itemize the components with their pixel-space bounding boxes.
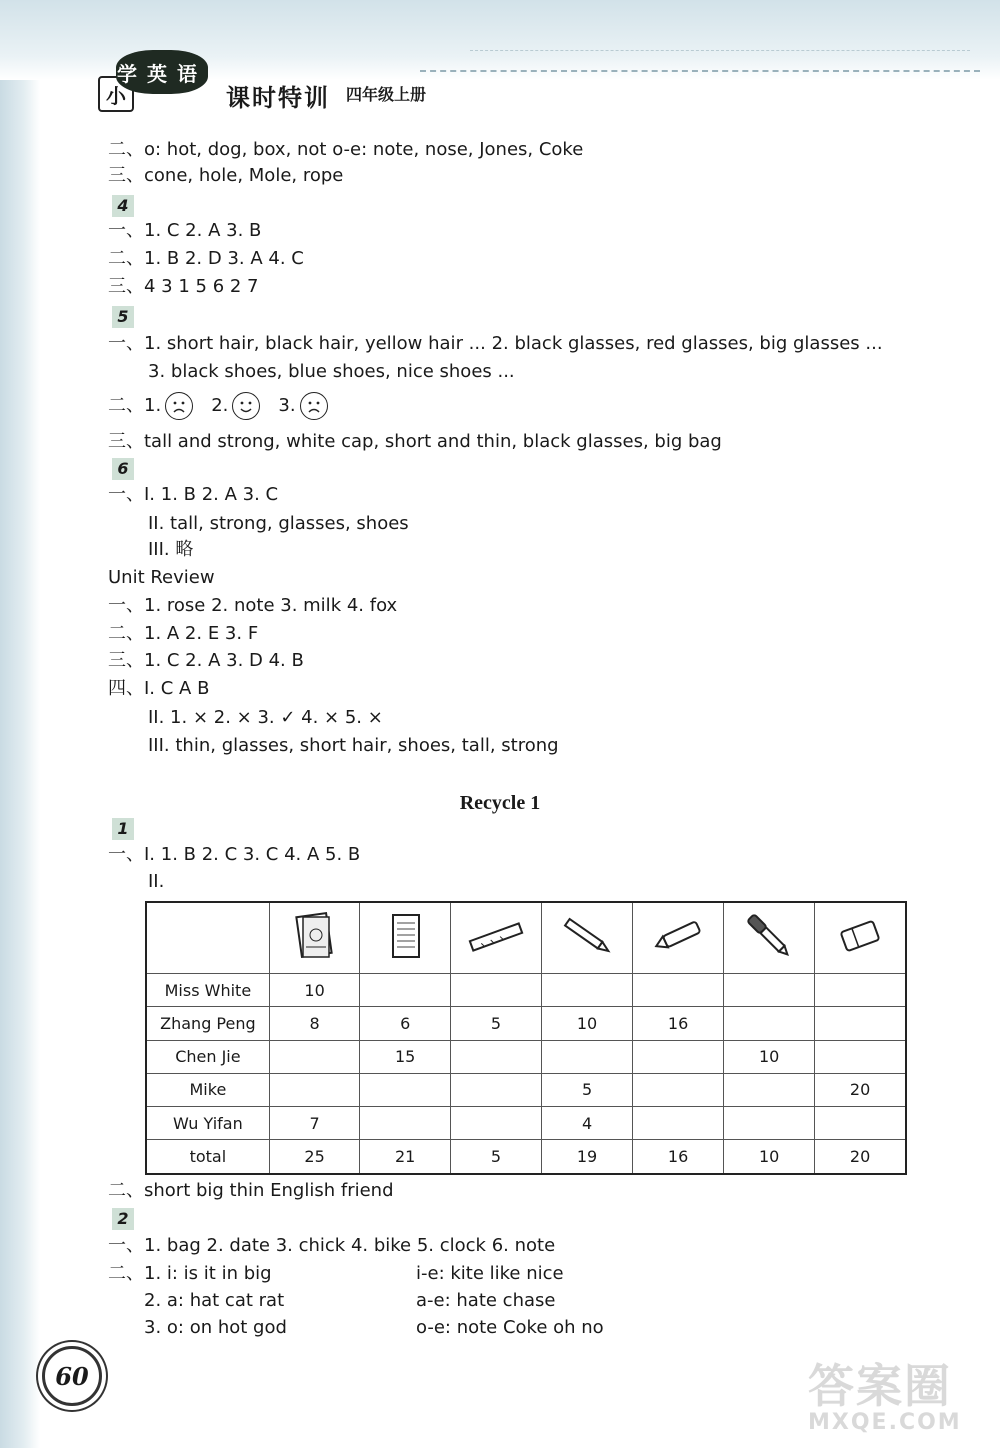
- table-cell: [815, 1107, 906, 1140]
- table-cell: 7: [269, 1107, 360, 1140]
- answer-line: o-e: note Coke oh no: [416, 1317, 604, 1338]
- table-row: [146, 1073, 906, 1106]
- answer-line: 三、4 3 1 5 6 2 7: [108, 276, 259, 297]
- faces-line: [108, 392, 346, 420]
- pencil-icon: [542, 902, 633, 974]
- crayon-icon: [633, 902, 724, 974]
- table-cell: 20: [815, 1073, 906, 1106]
- table-cell: 5: [450, 1007, 541, 1040]
- answer-line: 二、o: hot, dog, box, not o-e: note, nose, Jones, Coke: [108, 139, 584, 160]
- side-decor-band: [0, 0, 40, 1448]
- answer-line: 一、1. bag 2. date 3. chick 4. bike 5. clock 6. note: [108, 1235, 556, 1256]
- table-cell: [542, 974, 633, 1007]
- answer-line: 二、1. A 2. E 3. F: [108, 623, 259, 644]
- row-name: Mike: [146, 1073, 269, 1106]
- table-cell: 10: [724, 1140, 815, 1174]
- table-cell: 15: [360, 1040, 451, 1073]
- lesson-tag: 4: [112, 195, 134, 217]
- lesson-tag: 2: [112, 1208, 134, 1230]
- table-cell: [815, 1007, 906, 1040]
- pen-icon: [724, 902, 815, 974]
- table-cell: [633, 1073, 724, 1106]
- row-name: Wu Yifan: [146, 1107, 269, 1140]
- notebook-icon: [360, 902, 451, 974]
- face-num: 3.: [278, 395, 296, 416]
- decor-dash-line: [470, 50, 970, 51]
- answer-line: II. tall, strong, glasses, shoes: [148, 513, 409, 534]
- answer-line: 一、I. 1. B 2. A 3. C: [108, 484, 279, 505]
- decor-dash-line: [420, 70, 980, 72]
- table-cell: [269, 1040, 360, 1073]
- book-title: 课时特训: [226, 83, 330, 112]
- answer-line: 一、1. C 2. A 3. B: [108, 220, 262, 241]
- table-cell: 16: [633, 1140, 724, 1174]
- table-row: [146, 1140, 906, 1174]
- happy-face-icon: [232, 392, 260, 420]
- table-cell: [815, 1040, 906, 1073]
- table-cell: [724, 1107, 815, 1140]
- table-cell: [360, 974, 451, 1007]
- sad-face-icon: [165, 392, 193, 420]
- table-cell: 21: [360, 1140, 451, 1174]
- section-title: Recycle 1: [459, 792, 541, 814]
- logo-char-box: 小: [98, 76, 134, 112]
- watermark-sub: MXQE.COM: [808, 1410, 962, 1435]
- table-cell: 5: [542, 1073, 633, 1106]
- answer-line: 四、I. C A B: [108, 678, 210, 699]
- book-icon: [269, 902, 360, 974]
- table-corner-cell: [146, 902, 269, 974]
- lesson-tag: 5: [112, 306, 134, 328]
- answer-line: 三、1. C 2. A 3. D 4. B: [108, 650, 304, 671]
- eraser-icon: [815, 902, 906, 974]
- table-row: [146, 1107, 906, 1140]
- table-cell: [724, 974, 815, 1007]
- recycle-table: [145, 901, 907, 1175]
- table-cell: [724, 1007, 815, 1040]
- answer-line: 3. o: on hot god: [144, 1317, 287, 1338]
- table-cell: [815, 974, 906, 1007]
- table-cell: [450, 974, 541, 1007]
- answer-line: II.: [148, 871, 165, 892]
- table-row: [146, 974, 906, 1007]
- answer-line: i-e: kite like nice: [416, 1263, 564, 1284]
- face-num: 2.: [211, 395, 229, 416]
- answer-line: III. 略: [148, 539, 194, 560]
- table-cell: [450, 1040, 541, 1073]
- table-cell: [633, 974, 724, 1007]
- answer-line: 一、1. rose 2. note 3. milk 4. fox: [108, 595, 398, 616]
- sad-face-icon: [300, 392, 328, 420]
- watermark: [808, 1350, 988, 1440]
- answer-line: 二、1. B 2. D 3. A 4. C: [108, 248, 304, 269]
- answer-line: 一、1. short hair, black hair, yellow hair ... 2. black glasses, red glasses, big glasses ...: [108, 333, 883, 354]
- answer-line: 二、short big thin English friend: [108, 1180, 394, 1201]
- table-header-row: [146, 902, 906, 974]
- table-cell: 5: [450, 1140, 541, 1174]
- table-cell: 6: [360, 1007, 451, 1040]
- table-cell: 25: [269, 1140, 360, 1174]
- table-cell: 10: [542, 1007, 633, 1040]
- answer-line: a-e: hate chase: [416, 1290, 556, 1311]
- watermark-main: 答案圈: [808, 1359, 952, 1413]
- table-cell: 4: [542, 1107, 633, 1140]
- answer-line: II. 1. × 2. × 3. ✓ 4. × 5. ×: [148, 707, 383, 728]
- table-cell: 16: [633, 1007, 724, 1040]
- answer-line: 三、tall and strong, white cap, short and thin, black glasses, big bag: [108, 431, 722, 452]
- table-cell: [724, 1073, 815, 1106]
- table-cell: [450, 1107, 541, 1140]
- table-cell: [542, 1040, 633, 1073]
- row-name: total: [146, 1140, 269, 1174]
- answer-line: 二、1. i: is it in big: [108, 1263, 272, 1284]
- answer-line: 2. a: hat cat rat: [144, 1290, 285, 1311]
- row-name: Chen Jie: [146, 1040, 269, 1073]
- face-num: 1.: [144, 395, 162, 416]
- table-cell: [360, 1073, 451, 1106]
- ruler-icon: [450, 902, 541, 974]
- lesson-tag: 1: [112, 818, 134, 840]
- table-cell: 8: [269, 1007, 360, 1040]
- row-name: Miss White: [146, 974, 269, 1007]
- table-row: [146, 1040, 906, 1073]
- lesson-tag: 6: [112, 458, 134, 480]
- book-grade: 四年级上册: [346, 85, 427, 104]
- table-cell: [633, 1040, 724, 1073]
- table-cell: 10: [269, 974, 360, 1007]
- table-row: [146, 1007, 906, 1040]
- table-cell: [269, 1073, 360, 1106]
- table-cell: [450, 1073, 541, 1106]
- table-cell: 20: [815, 1140, 906, 1174]
- answer-line: III. thin, glasses, short hair, shoes, tall, strong: [148, 735, 559, 756]
- logo-blob: 学英语: [116, 50, 208, 94]
- table-cell: [633, 1107, 724, 1140]
- table-cell: 10: [724, 1040, 815, 1073]
- answer-line: 一、I. 1. B 2. C 3. C 4. A 5. B: [108, 844, 361, 865]
- answer-line: 3. black shoes, blue shoes, nice shoes ...: [148, 361, 515, 382]
- table-cell: 19: [542, 1140, 633, 1174]
- section-heading: Unit Review: [108, 567, 215, 588]
- page-number: 60: [42, 1346, 102, 1406]
- row-name: Zhang Peng: [146, 1007, 269, 1040]
- table-cell: [360, 1107, 451, 1140]
- faces-prefix: 二、: [108, 395, 144, 416]
- answer-line: 三、cone, hole, Mole, rope: [108, 165, 344, 186]
